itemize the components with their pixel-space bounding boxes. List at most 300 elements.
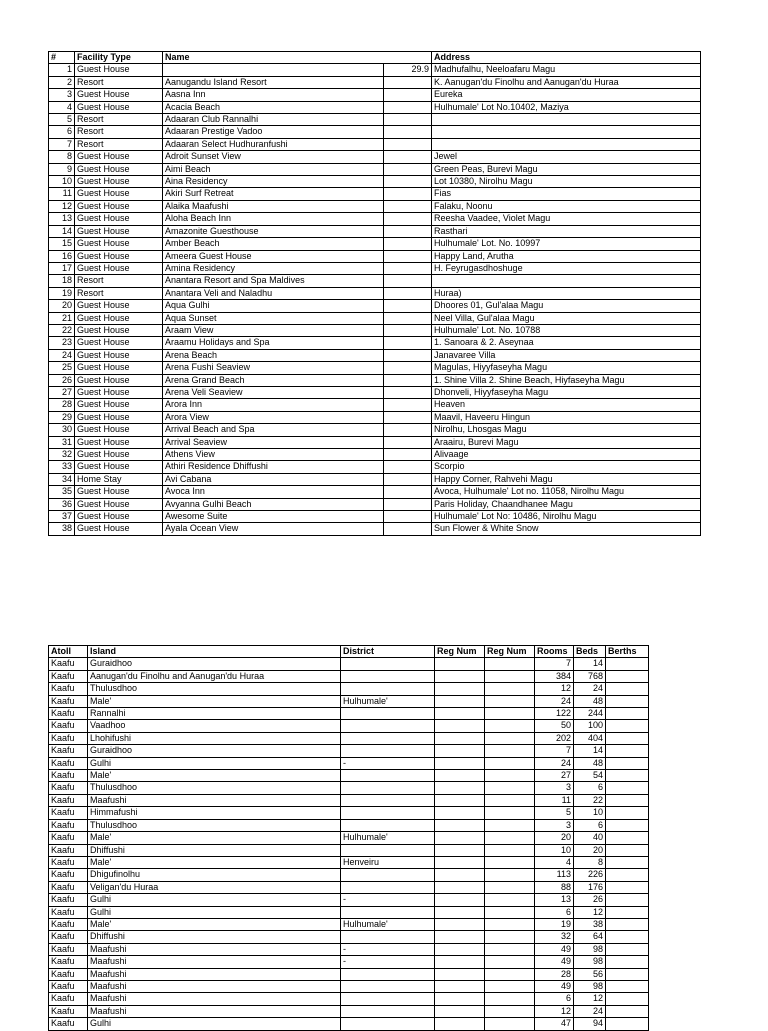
- cell-address: Nirolhu, Lhosgas Magu: [432, 424, 701, 436]
- cell-island: Male': [88, 856, 341, 868]
- facilities-header-row: [49, 52, 701, 64]
- cell-beds: 64: [574, 931, 606, 943]
- cell-district: -: [341, 956, 435, 968]
- cell-berths: [606, 894, 649, 906]
- cell-name: Adaaran Select Hudhuranfushi: [163, 138, 384, 150]
- cell-name: Arena Grand Beach: [163, 374, 384, 386]
- cell-number: 3: [49, 89, 75, 101]
- header-facility-type: Facility Type: [75, 52, 163, 64]
- table-row: [49, 374, 701, 386]
- table-row: [49, 720, 649, 732]
- cell-facility-type: Guest House: [75, 89, 163, 101]
- cell-reg-num-1: [435, 794, 485, 806]
- cell-number: 6: [49, 126, 75, 138]
- cell-reg-num-2: [485, 708, 535, 720]
- cell-district: [341, 819, 435, 831]
- cell-reg-num-1: [435, 980, 485, 992]
- table-row: [49, 163, 701, 175]
- cell-address: Dhoores 01, Gul'alaa Magu: [432, 300, 701, 312]
- cell-reg-num-2: [485, 943, 535, 955]
- table-row: [49, 943, 649, 955]
- cell-number: 35: [49, 486, 75, 498]
- cell-island: Maafushi: [88, 968, 341, 980]
- cell-reg-num-2: [485, 819, 535, 831]
- cell-berths: [606, 856, 649, 868]
- cell-atoll: Kaafu: [49, 670, 88, 682]
- cell-number: 15: [49, 238, 75, 250]
- cell-number: 7: [49, 138, 75, 150]
- cell-reg-num-1: [435, 869, 485, 881]
- table-row: [49, 200, 701, 212]
- cell-name-value: [384, 188, 432, 200]
- cell-address: Neel Villa, Gul'alaa Magu: [432, 312, 701, 324]
- cell-rooms: 384: [535, 670, 574, 682]
- cell-facility-type: Guest House: [75, 374, 163, 386]
- cell-beds: 98: [574, 943, 606, 955]
- table-row: [49, 300, 701, 312]
- cell-berths: [606, 819, 649, 831]
- cell-name: Acacia Beach: [163, 101, 384, 113]
- cell-reg-num-2: [485, 918, 535, 930]
- cell-beds: 48: [574, 695, 606, 707]
- cell-number: 24: [49, 349, 75, 361]
- cell-atoll: Kaafu: [49, 1005, 88, 1017]
- cell-facility-type: Resort: [75, 275, 163, 287]
- cell-reg-num-2: [485, 807, 535, 819]
- cell-island: Lhohifushi: [88, 732, 341, 744]
- cell-address: Happy Corner, Rahvehi Magu: [432, 473, 701, 485]
- cell-berths: [606, 980, 649, 992]
- cell-berths: [606, 956, 649, 968]
- cell-reg-num-2: [485, 745, 535, 757]
- table-row: [49, 473, 701, 485]
- cell-island: Guraidhoo: [88, 745, 341, 757]
- cell-facility-type: Guest House: [75, 337, 163, 349]
- cell-rooms: 10: [535, 844, 574, 856]
- cell-number: 11: [49, 188, 75, 200]
- cell-berths: [606, 695, 649, 707]
- table-row: [49, 238, 701, 250]
- cell-atoll: Kaafu: [49, 658, 88, 670]
- cell-number: 36: [49, 498, 75, 510]
- header-district: District: [341, 646, 435, 658]
- cell-beds: 48: [574, 757, 606, 769]
- cell-berths: [606, 770, 649, 782]
- cell-number: 19: [49, 287, 75, 299]
- cell-reg-num-1: [435, 807, 485, 819]
- cell-beds: 24: [574, 1005, 606, 1017]
- cell-district: [341, 807, 435, 819]
- table-row: [49, 968, 649, 980]
- cell-name-value: [384, 76, 432, 88]
- cell-address: [432, 275, 701, 287]
- cell-reg-num-2: [485, 956, 535, 968]
- table-row: [49, 708, 649, 720]
- cell-address: Jewel: [432, 151, 701, 163]
- cell-atoll: Kaafu: [49, 956, 88, 968]
- cell-name: Anantara Resort and Spa Maldives: [163, 275, 384, 287]
- cell-reg-num-1: [435, 856, 485, 868]
- table-row: [49, 64, 701, 76]
- cell-beds: 6: [574, 819, 606, 831]
- cell-name: Ayala Ocean View: [163, 523, 384, 535]
- cell-island: Vaadhoo: [88, 720, 341, 732]
- cell-name-value: [384, 213, 432, 225]
- cell-name-value: [384, 300, 432, 312]
- cell-rooms: 7: [535, 745, 574, 757]
- cell-berths: [606, 708, 649, 720]
- cell-district: Hulhumale': [341, 918, 435, 930]
- cell-island: Dhigufinolhu: [88, 869, 341, 881]
- cell-name: Araam View: [163, 324, 384, 336]
- cell-reg-num-1: [435, 894, 485, 906]
- cell-name: Araamu Holidays and Spa: [163, 337, 384, 349]
- facilities-body: [49, 64, 701, 535]
- cell-rooms: 24: [535, 757, 574, 769]
- cell-beds: 14: [574, 658, 606, 670]
- cell-atoll: Kaafu: [49, 856, 88, 868]
- cell-address: 1. Shine Villa 2. Shine Beach, Hiyfaseyha Magu: [432, 374, 701, 386]
- cell-reg-num-2: [485, 732, 535, 744]
- cell-reg-num-2: [485, 856, 535, 868]
- cell-beds: 98: [574, 956, 606, 968]
- table-row: [49, 461, 701, 473]
- cell-reg-num-1: [435, 745, 485, 757]
- cell-name-value: [384, 275, 432, 287]
- cell-beds: 100: [574, 720, 606, 732]
- table-row: [49, 1005, 649, 1017]
- cell-rooms: 4: [535, 856, 574, 868]
- table-row: [49, 956, 649, 968]
- cell-berths: [606, 931, 649, 943]
- cell-address: Janavaree Villa: [432, 349, 701, 361]
- cell-district: [341, 708, 435, 720]
- atolls-header-row: [49, 646, 649, 658]
- cell-atoll: Kaafu: [49, 968, 88, 980]
- cell-name: [163, 64, 384, 76]
- cell-number: 37: [49, 511, 75, 523]
- cell-reg-num-2: [485, 993, 535, 1005]
- table-row: [49, 324, 701, 336]
- cell-address: Hulhumale' Lot. No. 10788: [432, 324, 701, 336]
- cell-reg-num-2: [485, 658, 535, 670]
- cell-facility-type: Guest House: [75, 486, 163, 498]
- cell-district: [341, 720, 435, 732]
- cell-island: Gulhi: [88, 894, 341, 906]
- cell-reg-num-1: [435, 943, 485, 955]
- cell-district: [341, 782, 435, 794]
- table-row: [49, 511, 701, 523]
- table-row: [49, 436, 701, 448]
- cell-beds: 12: [574, 993, 606, 1005]
- cell-name-value: [384, 486, 432, 498]
- cell-address: Eureka: [432, 89, 701, 101]
- cell-name: Adaaran Prestige Vadoo: [163, 126, 384, 138]
- cell-reg-num-1: [435, 658, 485, 670]
- cell-atoll: Kaafu: [49, 757, 88, 769]
- cell-atoll: Kaafu: [49, 695, 88, 707]
- table-row: [49, 782, 649, 794]
- cell-name-value: [384, 511, 432, 523]
- table-row: [49, 188, 701, 200]
- cell-reg-num-2: [485, 906, 535, 918]
- header-reg-num-2: Reg Num: [485, 646, 535, 658]
- table-row: [49, 807, 649, 819]
- cell-district: [341, 658, 435, 670]
- cell-number: 27: [49, 386, 75, 398]
- cell-reg-num-2: [485, 931, 535, 943]
- cell-facility-type: Guest House: [75, 511, 163, 523]
- cell-beds: 14: [574, 745, 606, 757]
- cell-facility-type: Guest House: [75, 411, 163, 423]
- cell-rooms: 49: [535, 980, 574, 992]
- cell-beds: 38: [574, 918, 606, 930]
- cell-reg-num-2: [485, 894, 535, 906]
- cell-berths: [606, 906, 649, 918]
- cell-name-value: [384, 151, 432, 163]
- cell-atoll: Kaafu: [49, 770, 88, 782]
- cell-number: 9: [49, 163, 75, 175]
- cell-name: Aqua Gulhi: [163, 300, 384, 312]
- table-row: [49, 757, 649, 769]
- cell-rooms: 122: [535, 708, 574, 720]
- table-row: [49, 424, 701, 436]
- cell-name: Awesome Suite: [163, 511, 384, 523]
- cell-number: 31: [49, 436, 75, 448]
- cell-rooms: 24: [535, 695, 574, 707]
- cell-island: Thulusdhoo: [88, 782, 341, 794]
- cell-rooms: 113: [535, 869, 574, 881]
- table-row: [49, 523, 701, 535]
- cell-beds: 24: [574, 683, 606, 695]
- cell-atoll: Kaafu: [49, 819, 88, 831]
- cell-beds: 226: [574, 869, 606, 881]
- cell-name-value: [384, 176, 432, 188]
- cell-name: Athiri Residence Dhiffushi: [163, 461, 384, 473]
- cell-beds: 244: [574, 708, 606, 720]
- table-row: [49, 399, 701, 411]
- cell-name: Aanugandu Island Resort: [163, 76, 384, 88]
- cell-name: Alaika Maafushi: [163, 200, 384, 212]
- cell-district: [341, 732, 435, 744]
- cell-reg-num-1: [435, 732, 485, 744]
- table-row: [49, 386, 701, 398]
- cell-rooms: 202: [535, 732, 574, 744]
- cell-address: Happy Land, Arutha: [432, 250, 701, 262]
- header-island: Island: [88, 646, 341, 658]
- cell-berths: [606, 732, 649, 744]
- cell-atoll: Kaafu: [49, 1018, 88, 1030]
- table-row: [49, 312, 701, 324]
- cell-island: Aanugan'du Finolhu and Aanugan'du Huraa: [88, 670, 341, 682]
- cell-berths: [606, 918, 649, 930]
- cell-name: Avoca Inn: [163, 486, 384, 498]
- cell-island: Guraidhoo: [88, 658, 341, 670]
- cell-number: 22: [49, 324, 75, 336]
- cell-reg-num-1: [435, 782, 485, 794]
- cell-name-value: [384, 349, 432, 361]
- cell-name-value: [384, 238, 432, 250]
- cell-name-value: [384, 200, 432, 212]
- cell-island: Thulusdhoo: [88, 819, 341, 831]
- table-row: [49, 349, 701, 361]
- cell-beds: 54: [574, 770, 606, 782]
- cell-name-value: [384, 461, 432, 473]
- cell-rooms: 12: [535, 1005, 574, 1017]
- cell-name-value: [384, 324, 432, 336]
- cell-reg-num-1: [435, 757, 485, 769]
- cell-name: Anantara Veli and Naladhu: [163, 287, 384, 299]
- cell-rooms: 19: [535, 918, 574, 930]
- cell-rooms: 28: [535, 968, 574, 980]
- cell-name: Arora View: [163, 411, 384, 423]
- cell-address: Huraa): [432, 287, 701, 299]
- cell-berths: [606, 1005, 649, 1017]
- cell-name: Amina Residency: [163, 262, 384, 274]
- cell-name: Akiri Surf Retreat: [163, 188, 384, 200]
- cell-name: Arena Fushi Seaview: [163, 362, 384, 374]
- cell-reg-num-2: [485, 1005, 535, 1017]
- cell-facility-type: Guest House: [75, 64, 163, 76]
- cell-name: Aloha Beach Inn: [163, 213, 384, 225]
- cell-number: 30: [49, 424, 75, 436]
- cell-reg-num-1: [435, 956, 485, 968]
- cell-island: Male': [88, 832, 341, 844]
- cell-reg-num-2: [485, 844, 535, 856]
- cell-facility-type: Guest House: [75, 225, 163, 237]
- table-row: [49, 732, 649, 744]
- cell-atoll: Kaafu: [49, 844, 88, 856]
- cell-island: Dhiffushi: [88, 931, 341, 943]
- table-row: [49, 449, 701, 461]
- cell-facility-type: Guest House: [75, 424, 163, 436]
- cell-facility-type: Guest House: [75, 386, 163, 398]
- cell-reg-num-1: [435, 968, 485, 980]
- cell-name-value: [384, 523, 432, 535]
- cell-district: Hulhumale': [341, 832, 435, 844]
- cell-name: Aina Residency: [163, 176, 384, 188]
- cell-address: Sun Flower & White Snow: [432, 523, 701, 535]
- table-row: [49, 856, 649, 868]
- cell-island: Maafushi: [88, 794, 341, 806]
- cell-number: 14: [49, 225, 75, 237]
- cell-name-value: [384, 262, 432, 274]
- cell-beds: 40: [574, 832, 606, 844]
- cell-address: Reesha Vaadee, Violet Magu: [432, 213, 701, 225]
- cell-rooms: 49: [535, 956, 574, 968]
- cell-atoll: Kaafu: [49, 931, 88, 943]
- cell-name-value: 29.9: [384, 64, 432, 76]
- table-row: [49, 89, 701, 101]
- cell-district: [341, 881, 435, 893]
- cell-atoll: Kaafu: [49, 894, 88, 906]
- cell-berths: [606, 757, 649, 769]
- cell-number: 18: [49, 275, 75, 287]
- cell-name: Adroit Sunset View: [163, 151, 384, 163]
- header-number: #: [49, 52, 75, 64]
- cell-address: Scorpio: [432, 461, 701, 473]
- cell-facility-type: Guest House: [75, 449, 163, 461]
- cell-rooms: 20: [535, 832, 574, 844]
- cell-facility-type: Guest House: [75, 523, 163, 535]
- atolls-body: [49, 658, 649, 1030]
- cell-atoll: Kaafu: [49, 794, 88, 806]
- cell-island: Maafushi: [88, 1005, 341, 1017]
- cell-number: 20: [49, 300, 75, 312]
- cell-atoll: Kaafu: [49, 807, 88, 819]
- cell-beds: 22: [574, 794, 606, 806]
- cell-island: Maafushi: [88, 980, 341, 992]
- cell-reg-num-2: [485, 881, 535, 893]
- cell-beds: 26: [574, 894, 606, 906]
- cell-number: 32: [49, 449, 75, 461]
- cell-atoll: Kaafu: [49, 869, 88, 881]
- cell-number: 12: [49, 200, 75, 212]
- cell-facility-type: Guest House: [75, 399, 163, 411]
- cell-number: 4: [49, 101, 75, 113]
- cell-address: Hulhumale' Lot No: 10486, Nirolhu Magu: [432, 511, 701, 523]
- cell-name-value: [384, 374, 432, 386]
- cell-facility-type: Guest House: [75, 262, 163, 274]
- cell-berths: [606, 720, 649, 732]
- cell-beds: 8: [574, 856, 606, 868]
- cell-facility-type: Guest House: [75, 498, 163, 510]
- cell-district: [341, 770, 435, 782]
- cell-district: [341, 1005, 435, 1017]
- cell-berths: [606, 794, 649, 806]
- cell-number: 8: [49, 151, 75, 163]
- cell-rooms: 49: [535, 943, 574, 955]
- cell-name: Avyanna Gulhi Beach: [163, 498, 384, 510]
- cell-reg-num-2: [485, 869, 535, 881]
- cell-facility-type: Guest House: [75, 461, 163, 473]
- cell-number: 13: [49, 213, 75, 225]
- cell-name: Amazonite Guesthouse: [163, 225, 384, 237]
- cell-berths: [606, 782, 649, 794]
- cell-district: [341, 931, 435, 943]
- cell-address: Green Peas, Burevi Magu: [432, 163, 701, 175]
- cell-name-value: [384, 473, 432, 485]
- cell-reg-num-1: [435, 832, 485, 844]
- cell-name-value: [384, 89, 432, 101]
- cell-facility-type: Guest House: [75, 151, 163, 163]
- cell-beds: 10: [574, 807, 606, 819]
- cell-facility-type: Guest House: [75, 362, 163, 374]
- cell-number: 10: [49, 176, 75, 188]
- cell-facility-type: Guest House: [75, 188, 163, 200]
- cell-number: 26: [49, 374, 75, 386]
- cell-berths: [606, 807, 649, 819]
- cell-name-value: [384, 114, 432, 126]
- cell-number: 29: [49, 411, 75, 423]
- cell-number: 5: [49, 114, 75, 126]
- cell-number: 28: [49, 399, 75, 411]
- cell-address: Hulhumale' Lot No.10402, Maziya: [432, 101, 701, 113]
- cell-name-value: [384, 498, 432, 510]
- table-row: [49, 114, 701, 126]
- cell-address: Maavil, Haveeru Hingun: [432, 411, 701, 423]
- cell-address: Falaku, Noonu: [432, 200, 701, 212]
- cell-facility-type: Guest House: [75, 238, 163, 250]
- cell-reg-num-2: [485, 794, 535, 806]
- cell-reg-num-2: [485, 832, 535, 844]
- cell-rooms: 5: [535, 807, 574, 819]
- cell-beds: 176: [574, 881, 606, 893]
- cell-district: [341, 980, 435, 992]
- table-row: [49, 486, 701, 498]
- cell-facility-type: Resort: [75, 287, 163, 299]
- cell-name-value: [384, 449, 432, 461]
